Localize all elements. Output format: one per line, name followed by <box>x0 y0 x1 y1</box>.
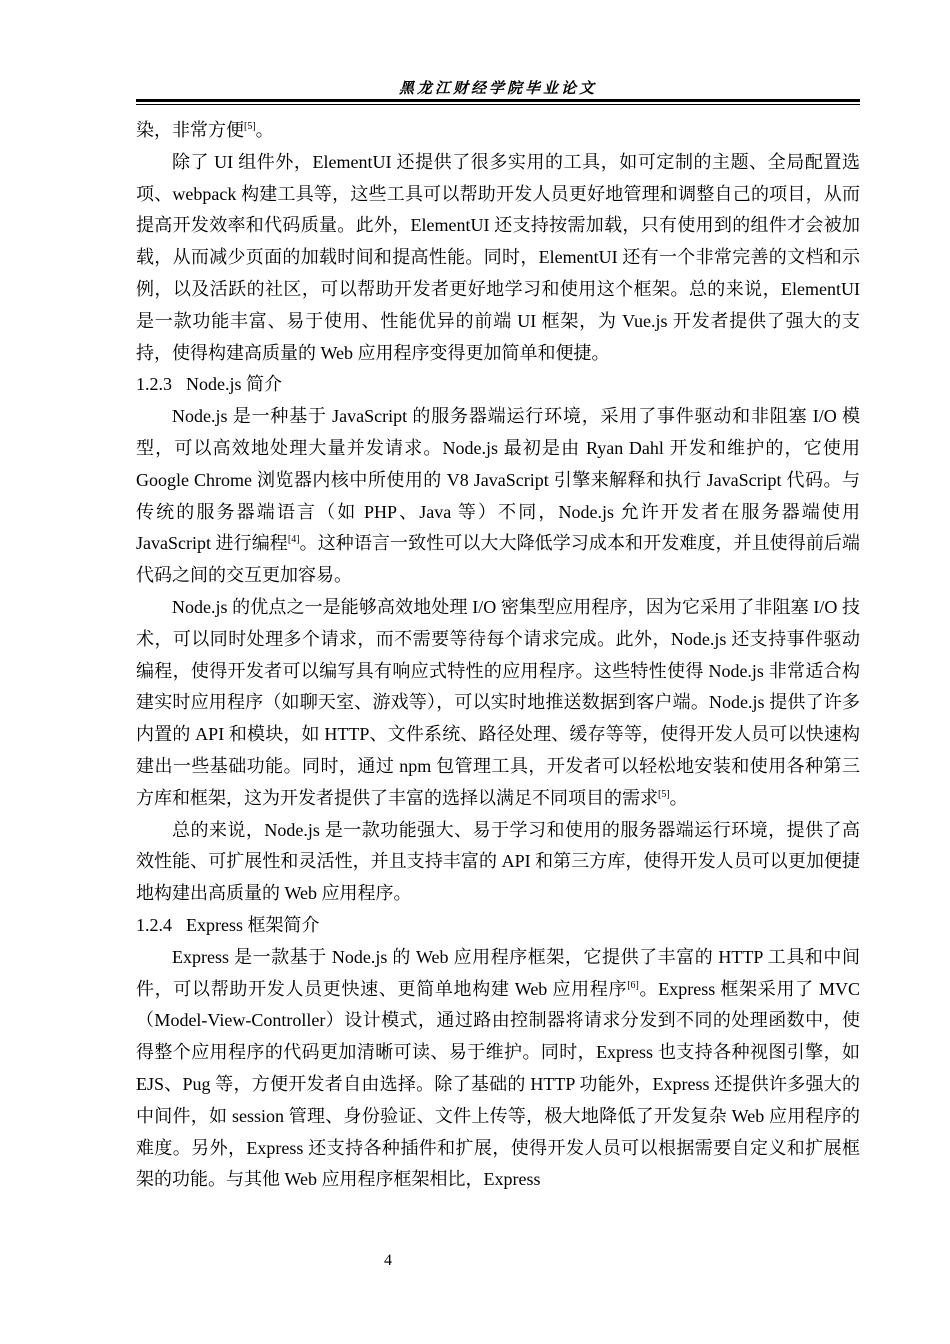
paragraph-text: Node.js 的优点之一是能够高效地处理 I/O 密集型应用程序，因为它采用了非阻塞 I/O 技术，可以同时处理多个请求，而不需要等待每个请求完成。此外，Node.js 还支持事件驱动编程，使得开发者可以编写具有响应式特性的应用程序。这些特性使得 Node.js 非常适合构建实时应用程序（如聊天室、游戏等），可以实时地推送数据到客户端。Node.js 提供了许多内置的 API 和模块，如 HTTP、文件系统、路径处理、缓存等等，使得开发人员可以快速构建出一些基础功能。同时，通过 npm 包管理工具，开发者可以轻松地安装和使用各种第三方库和框架，这为开发者提供了丰富的选择以满足不同项目的需求 <box>136 596 860 808</box>
section-title: Express 框架简介 <box>186 914 320 935</box>
section-heading-1-2-3 <box>136 369 860 401</box>
running-header: 黑龙江财经学院毕业论文 <box>398 79 597 97</box>
citation: [4] <box>287 534 300 546</box>
section-number: 1.2.4 <box>136 914 172 935</box>
header-rule-thick <box>136 99 860 102</box>
paragraph-text: Express 是一款基于 Node.js 的 Web 应用程序框架，它提供了丰富的 HTTP 工具和中间件，可以帮助开发人员更快速、更简单地构建 Web 应用程序 <box>136 946 860 999</box>
paragraph-nodejs-intro <box>136 401 860 592</box>
page-number: 4 <box>384 1252 392 1269</box>
paragraph-tail: 。Express 框架采用了 MVC（Model-View-Controller）设计模式，通过路由控制器将请求分发到不同的处理函数中，使得整个应用程序的代码更加清晰可读、易于维护。同时，Express 也支持各种视图引擎，如 EJS、Pug 等，方便开发者自由选择。除了基础的 HTTP 功能外，Express 还提供许多强大的中间件，如 session 管理、身份验证、文件上传等，极大地降低了开发复杂 Web 应用程序的难度。另外，Express 还支持各种插件和扩展，使得开发人员可以根据需要自定义和扩展框架的功能。与其他 Web 应用程序框架相比，Express <box>136 978 860 1190</box>
citation: [5] <box>658 788 670 800</box>
paragraph-tail: 。这种语言一致性可以大大降低学习成本和开发难度，并且使得前后端代码之间的交互更加容易。 <box>136 533 860 586</box>
paragraph-tail: 。 <box>255 120 274 140</box>
paragraph-nodejs-advantages <box>136 592 860 815</box>
body-text <box>136 115 860 1196</box>
header-rule-thin <box>136 104 860 105</box>
paragraph-express-intro <box>136 942 860 1196</box>
paragraph-text: Node.js 是一种基于 JavaScript 的服务器端运行环境，采用了事件驱动和非阻塞 I/O 模型，可以高效地处理大量并发请求。Node.js 最初是由 Ryan Dahl 开发和维护的，它使用 Google Chrome 浏览器内核中所使用的 V8 JavaScript 引擎来解释和执行 JavaScript 代码。与传统的服务器端语言（如 PHP、Java 等）不同，Node.js 允许开发者在服务器端使用 JavaScript 进行编程 <box>136 406 860 554</box>
citation: [5] <box>244 121 256 132</box>
section-number: 1.2.3 <box>136 374 172 395</box>
paragraph-text: 除了 UI 组件外，ElementUI 还提供了很多实用的工具，如可定制的主题、全局配置选项、webpack 构建工具等，这些工具可以帮助开发人员更好地管理和调整自己的项目，从而提高开发效率和代码质量。此外，ElementUI 还支持按需加载，只有使用到的组件才会被加载，从而减少页面的加载时间和提高性能。同时，ElementUI 还有一个非常完善的文档和示例，以及活跃的社区，可以帮助开发者更好地学习和使用这个框架。总的来说，ElementUI 是一款功能丰富、易于使用、性能优异的前端 UI 框架，为 Vue.js 开发者提供了强大的支持，使得构建高质量的 Web 应用程序变得更加简单和便捷。 <box>136 151 860 363</box>
paragraph-text: 染，非常方便 <box>136 120 244 140</box>
section-heading-1-2-4 <box>136 910 860 942</box>
paragraph-continued <box>136 115 860 147</box>
paragraph-nodejs-summary <box>136 815 860 910</box>
section-title: Node.js 简介 <box>186 374 282 395</box>
citation: [6] <box>627 979 639 991</box>
paragraph-tail: 。 <box>669 787 688 808</box>
paragraph-elementui-tools <box>136 147 860 370</box>
paragraph-text: 总的来说，Node.js 是一款功能强大、易于学习和使用的服务器端运行环境，提供了高效性能、可扩展性和灵活性，并且支持丰富的 API 和第三方库，使得开发人员可以更加便捷地构建出高质量的 Web 应用程序。 <box>136 819 860 904</box>
